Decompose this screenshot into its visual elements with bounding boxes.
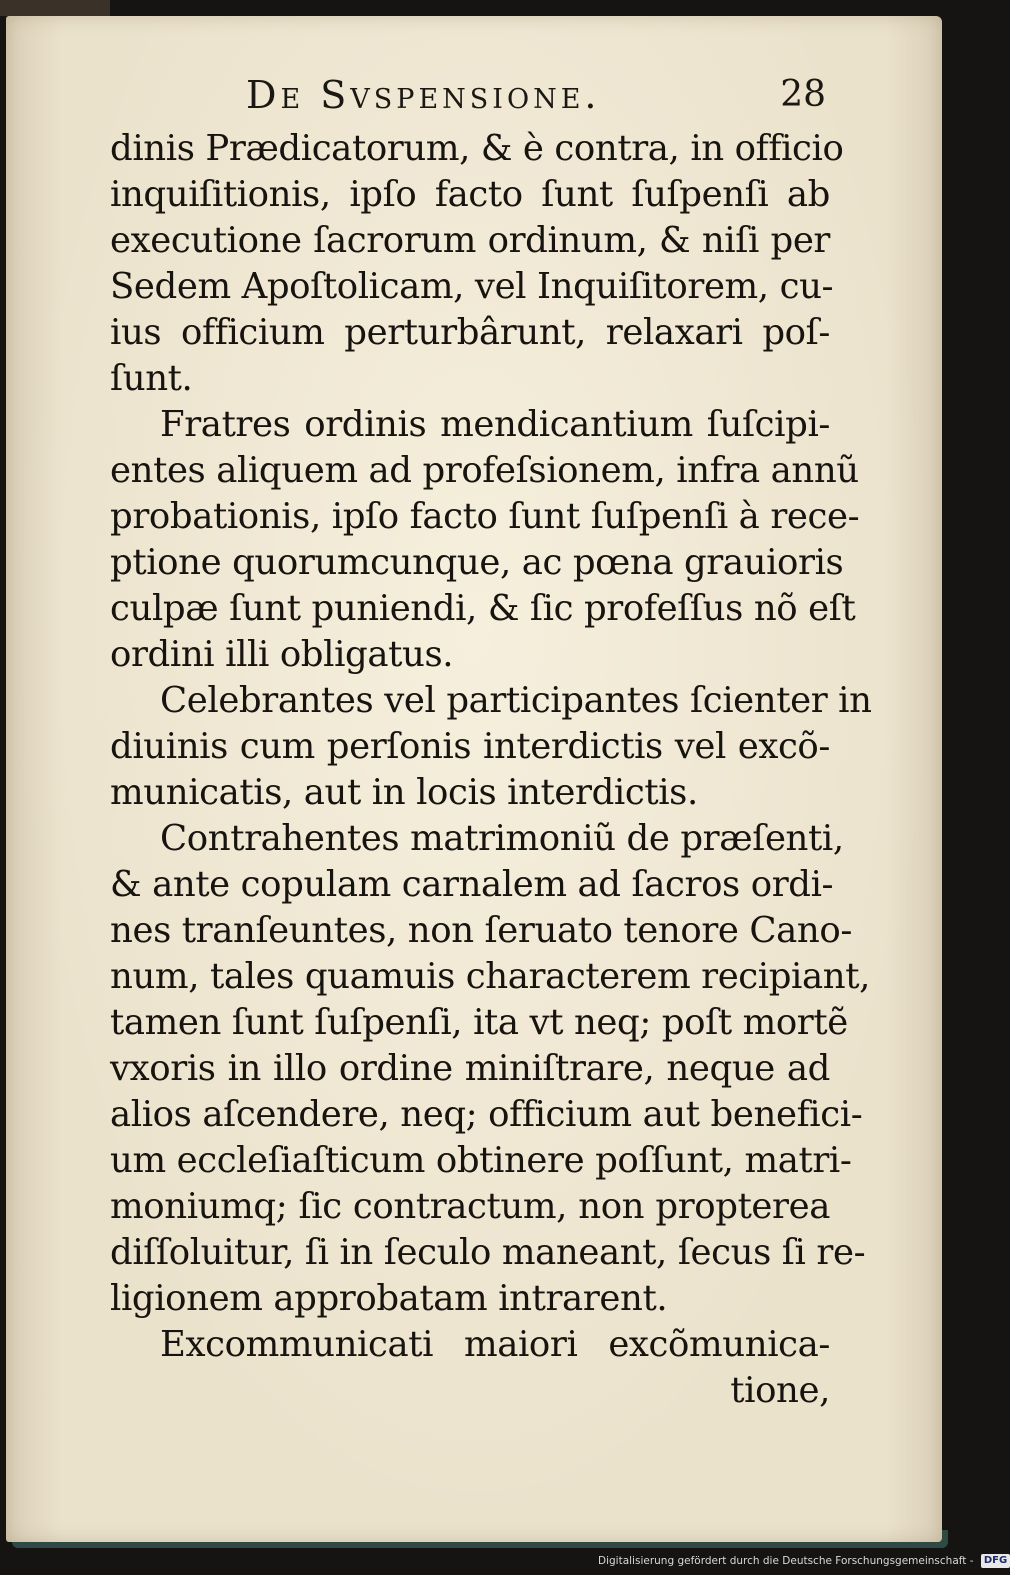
text-line: ius officium perturbârunt, relaxari poſ-	[110, 312, 830, 353]
paragraph-start-line: Contrahentes matrimoniũ de præſenti,	[160, 818, 844, 859]
text-line: inquiſitionis, ipſo facto ſunt ſuſpenſi ab	[110, 174, 830, 215]
paragraph-start-line: Fratres ordinis mendicantium ſuſcipi-	[160, 404, 830, 445]
page-header	[246, 72, 826, 122]
text-line: ordini illi obligatus.	[110, 634, 454, 675]
text-line: um eccleſiaſticum obtinere poſſunt, matri-	[110, 1140, 852, 1181]
text-line: diuinis cum perſonis interdictis vel excõ-	[110, 726, 830, 767]
text-line: dinis Prædicatorum, & è contra, in officio	[110, 128, 844, 169]
running-head: De Svspensione.	[246, 73, 601, 117]
paragraph-start-line: Excommunicati maiori excõmunica-	[160, 1324, 830, 1365]
text-line: ptione quorumcunque, ac pœna grauioris	[110, 542, 844, 583]
text-line: ligionem approbatam intrarent.	[110, 1278, 668, 1319]
text-line: Sedem Apoſtolicam, vel Inquiſitorem, cu-	[110, 266, 834, 307]
book-page	[6, 16, 942, 1542]
text-line: diſſoluitur, ſi in ſeculo maneant, ſecus ſi re-	[110, 1232, 866, 1273]
text-line: probationis, ipſo facto ſunt ſuſpenſi à rece-	[110, 496, 860, 537]
catchword-line: tione,	[730, 1370, 830, 1411]
digitization-credit	[598, 1550, 1010, 1572]
text-line: nes tranſeuntes, non ſeruato tenore Cano-	[110, 910, 852, 951]
credit-text: Digitalisierung gefördert durch die Deutsche Forschungsgemeinschaft -	[598, 1555, 974, 1567]
text-line: municatis, aut in locis interdictis.	[110, 772, 698, 813]
text-line: & ante copulam carnalem ad ſacros ordi-	[110, 864, 834, 905]
body-text	[110, 126, 872, 1414]
book-spine-sliver	[0, 0, 110, 16]
text-line: culpæ ſunt puniendi, & ſic profeſſus nõ eſt	[110, 588, 856, 629]
page-number: 28	[780, 74, 826, 115]
text-line: num, tales quamuis characterem recipiant,	[110, 956, 870, 997]
text-line: executione ſacrorum ordinum, & niſi per	[110, 220, 830, 261]
text-line: tamen ſunt ſuſpenſi, ita vt neq; poſt mortẽ	[110, 1002, 848, 1043]
text-line: ſunt.	[110, 358, 193, 399]
paragraph-start-line: Celebrantes vel participantes ſcienter in	[160, 680, 872, 721]
text-line: entes aliquem ad profeſsionem, infra annũ	[110, 450, 859, 491]
text-line: alios aſcendere, neq; officium aut benefici-	[110, 1094, 863, 1135]
text-line: moniumq; ſic contractum, non propterea	[110, 1186, 830, 1227]
text-line: vxoris in illo ordine miniſtrare, neque ad	[110, 1048, 830, 1089]
dfg-logo-icon: DFG	[981, 1554, 1010, 1568]
